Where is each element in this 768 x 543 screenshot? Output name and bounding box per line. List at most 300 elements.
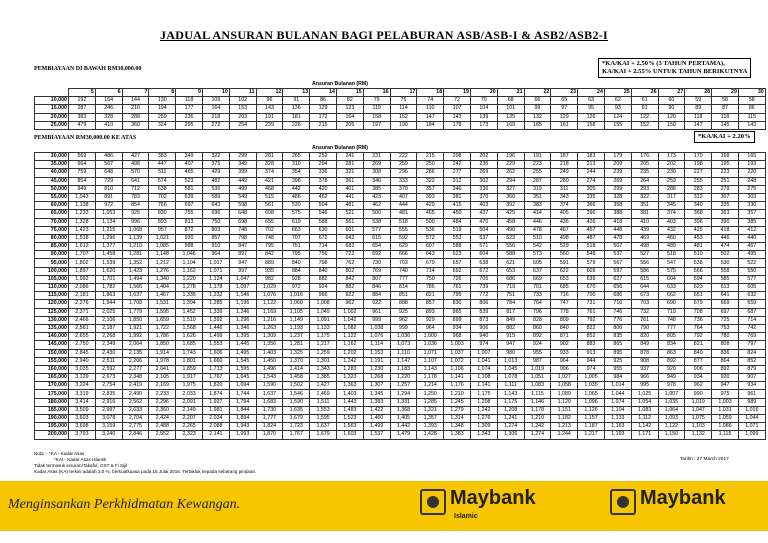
installment-cell: 796 (524, 308, 551, 316)
installment-cell: 1,404 (149, 284, 176, 292)
table-row (35, 415, 766, 423)
installment-cell: 934 (685, 374, 712, 382)
installment-cell: 447 (149, 161, 176, 169)
installment-cell: 761 (444, 284, 471, 292)
installment-cell: 792 (578, 316, 605, 324)
note-line-4: Kadar Asas (KA) terkini adalah 3.0 %, berkuatkuasa pada 15 Julai 2016. Tertakluk kepada sebarang pindaan. (34, 469, 257, 474)
financing-amount: 160,000 (35, 365, 69, 373)
installment-cell: 303 (738, 193, 765, 201)
installment-cell: 2,206 (122, 357, 149, 365)
installment-cell: 1,368 (390, 406, 417, 414)
installment-cell: 96 (256, 97, 283, 105)
installment-cell: 1,210 (444, 390, 471, 398)
installment-cell: 65 (551, 97, 578, 105)
installment-cell: 168 (712, 153, 739, 161)
installment-cell: 169 (497, 121, 524, 129)
installment-cell: 487 (578, 234, 605, 242)
installment-cell: 703 (631, 300, 658, 308)
installment-cell: 550 (738, 267, 765, 275)
installment-cell: 61 (631, 97, 658, 105)
installment-cell: 1,553 (310, 406, 337, 414)
installment-cell: 307 (712, 193, 739, 201)
installment-cell: 748 (229, 226, 256, 234)
installment-cell: 1,083 (524, 382, 551, 390)
installment-cell: 884 (283, 267, 310, 275)
installment-cell: 370 (470, 193, 497, 201)
installment-cell: 1,283 (336, 365, 363, 373)
installment-cell: 1,992 (122, 333, 149, 341)
installment-cell: 479 (69, 121, 96, 129)
installment-cell: 642 (336, 234, 363, 242)
installment-cell: 575 (283, 210, 310, 218)
installment-cell: 351 (631, 202, 658, 210)
table-row (35, 185, 766, 193)
financing-amount: 145,000 (35, 341, 69, 349)
installment-cell: 585 (712, 275, 739, 283)
installment-cell: 1,178 (417, 374, 444, 382)
installment-cell: 895 (604, 349, 631, 357)
installment-cell: 1,220 (390, 374, 417, 382)
installment-cell: 1,191 (363, 357, 390, 365)
installment-cell: 725 (712, 316, 739, 324)
installment-cell: 1,510 (176, 316, 203, 324)
installment-cell: 1,563 (336, 423, 363, 431)
installment-cell: 555 (390, 226, 417, 234)
installment-cell: 1,568 (176, 324, 203, 332)
installment-cell: 622 (551, 267, 578, 275)
installment-cell: 530 (712, 259, 739, 267)
installment-cell: 1,494 (122, 275, 149, 283)
installment-cell: 805 (658, 333, 685, 341)
installment-cell: 208 (444, 153, 471, 161)
installment-cell: 949 (69, 185, 96, 193)
installment-cell: 360 (122, 121, 149, 129)
installment-cell: 518 (390, 218, 417, 226)
installment-cell: 2,835 (95, 390, 122, 398)
installment-cell: 630 (310, 226, 337, 234)
installment-cell: 1,428 (417, 431, 444, 439)
installment-cell: 968 (444, 333, 471, 341)
installment-cell: 143 (256, 105, 283, 113)
installment-cell: 651 (685, 292, 712, 300)
installment-cell: 1,016 (283, 292, 310, 300)
installment-cell: 897 (229, 251, 256, 259)
installment-cell: 795 (256, 243, 283, 251)
installment-cell: 657 (444, 259, 471, 267)
installment-cell: 91 (283, 97, 310, 105)
installment-cell: 130 (149, 97, 176, 105)
installment-cell: 429 (417, 202, 444, 210)
table-row (35, 259, 766, 267)
year-header: 22 (524, 89, 551, 97)
installment-cell: 2,265 (176, 423, 203, 431)
installment-cell: 104 (470, 105, 497, 113)
installment-cell: 118 (176, 97, 203, 105)
installment-cell: 1,162 (336, 341, 363, 349)
installment-cell: 2,561 (69, 324, 96, 332)
year-header: 13 (283, 89, 310, 97)
installment-cell: 144 (122, 97, 149, 105)
installment-cell: 574 (149, 177, 176, 185)
installment-cell: 751 (283, 243, 310, 251)
installment-cell: 708 (685, 308, 712, 316)
installment-cell: 1,149 (283, 316, 310, 324)
installment-cell: 964 (417, 324, 444, 332)
installment-cell: 1,178 (524, 406, 551, 414)
financing-amount: 105,000 (35, 275, 69, 283)
installment-cell: 604 (470, 251, 497, 259)
installment-cell: 1,442 (390, 423, 417, 431)
installment-cell: 1,897 (69, 267, 96, 275)
installment-cell: 246 (95, 105, 122, 113)
installment-cell: 1,244 (551, 431, 578, 439)
installment-cell: 147 (685, 121, 712, 129)
installment-cell: 143 (738, 121, 765, 129)
installment-cell: 679 (417, 259, 444, 267)
installment-cell: 537 (470, 234, 497, 242)
installment-cell: 1,943 (229, 423, 256, 431)
installment-cell: 1,208 (497, 406, 524, 414)
installment-cell: 588 (497, 251, 524, 259)
installment-cell: 601 (336, 226, 363, 234)
installment-cell: 215 (310, 121, 337, 129)
installment-cell: 542 (524, 243, 551, 251)
installment-cell: 1,099 (738, 431, 765, 439)
installment-cell: 3,129 (69, 374, 96, 382)
installment-cell: 882 (310, 275, 337, 283)
installment-cell: 1,036 (390, 333, 417, 341)
installment-cell: 1,294 (390, 390, 417, 398)
installment-cell: 2,490 (122, 390, 149, 398)
installment-cell: 521 (336, 210, 363, 218)
installment-cell: 1,115 (712, 431, 739, 439)
installment-cell: 682 (336, 243, 363, 251)
installment-cell: 863 (658, 349, 685, 357)
installment-cell: 928 (283, 275, 310, 283)
installment-cell: 1,543 (256, 374, 283, 382)
installment-cell: 468 (256, 185, 283, 193)
installment-cell: 730 (363, 259, 390, 267)
installment-cell: 712 (122, 185, 149, 193)
installment-cell: 155 (604, 121, 631, 129)
installment-cell: 110 (417, 105, 444, 113)
installment-cell: 136 (283, 105, 310, 113)
table-row (35, 365, 766, 373)
installment-cell: 230 (658, 169, 685, 177)
installment-cell: 1,014 (604, 382, 631, 390)
installment-cell: 324 (149, 121, 176, 129)
installment-cell: 449 (229, 177, 256, 185)
installment-cell: 879 (738, 365, 765, 373)
installment-cell: 1,722 (149, 324, 176, 332)
installment-cell: 810 (95, 185, 122, 193)
installment-cell: 97 (551, 105, 578, 113)
installment-cell: 988 (176, 243, 203, 251)
installment-cell: 1,546 (283, 390, 310, 398)
installment-cell: 899 (444, 316, 471, 324)
installment-cell: 129 (310, 105, 337, 113)
installment-cell: 3,509 (69, 406, 96, 414)
installment-cell: 807 (363, 275, 390, 283)
installment-cell: 957 (149, 226, 176, 234)
installment-cell: 390 (712, 218, 739, 226)
installment-cell: 2,940 (69, 357, 96, 365)
installment-cell: 1,679 (310, 431, 337, 439)
installment-cell: 114 (390, 105, 417, 113)
installment-cell: 1,042 (336, 316, 363, 324)
installment-cell: 1,356 (256, 341, 283, 349)
installment-cell: 653 (551, 275, 578, 283)
installment-cell: 840 (283, 259, 310, 267)
installment-cell: 1,157 (578, 415, 605, 423)
installment-cell: 1,921 (122, 324, 149, 332)
installment-cell: 251 (712, 177, 739, 185)
installment-cell: 955 (524, 349, 551, 357)
installment-cell: 1,175 (470, 390, 497, 398)
installment-cell: 1,590 (283, 398, 310, 406)
installment-cell: 902 (551, 341, 578, 349)
installment-cell: 1,133 (310, 324, 337, 332)
installment-cell: 1,469 (310, 390, 337, 398)
installment-cell: 205 (336, 121, 363, 129)
installment-cell: 135 (497, 113, 524, 121)
table-row (35, 210, 766, 218)
installment-cell: 1,126 (578, 406, 605, 414)
installment-cell: 672 (470, 267, 497, 275)
installment-cell: 1,285 (417, 398, 444, 406)
installment-cell: 966 (631, 374, 658, 382)
installment-cell: 920 (712, 374, 739, 382)
installment-cell: 697 (176, 202, 203, 210)
installment-cell: 3,224 (69, 382, 96, 390)
installment-cell: 396 (578, 210, 605, 218)
installment-cell: 1,914 (149, 349, 176, 357)
table-row (35, 169, 766, 177)
installment-cell: 1,002 (336, 308, 363, 316)
installment-cell: 975 (712, 390, 739, 398)
installment-cell: 366 (578, 202, 605, 210)
table-row (35, 324, 766, 332)
installment-cell: 467 (551, 226, 578, 234)
installment-cell: 1,590 (256, 382, 283, 390)
installment-cell: 302 (470, 177, 497, 185)
installment-cell: 1,210 (122, 243, 149, 251)
installment-cell: 802 (336, 267, 363, 275)
installment-cell: 872 (176, 226, 203, 234)
installment-cell: 1,612 (69, 243, 96, 251)
installment-cell: 1,992 (69, 275, 96, 283)
installment-cell: 2,430 (95, 349, 122, 357)
installment-cell: 407 (390, 193, 417, 201)
installment-cell: 703 (390, 259, 417, 267)
installment-cell: 1,301 (310, 357, 337, 365)
installment-cell: 1,071 (738, 423, 765, 431)
installment-cell: 1,414 (283, 365, 310, 373)
installment-cell: 663 (283, 226, 310, 234)
installment-cell: 1,346 (229, 324, 256, 332)
installment-cell: 223 (712, 169, 739, 177)
installment-cell: 891 (95, 193, 122, 201)
installment-cell: 2,091 (176, 398, 203, 406)
installment-cell: 1,043 (69, 193, 96, 201)
installment-cell: 429 (202, 169, 229, 177)
installment-cell: 383 (524, 202, 551, 210)
installment-cell: 286 (417, 169, 444, 177)
financing-amount: 195,000 (35, 423, 69, 431)
year-header: 16 (363, 89, 390, 97)
installment-cell: 594 (685, 275, 712, 283)
financing-amount: 100,000 (35, 267, 69, 275)
year-header: 14 (310, 89, 337, 97)
installment-cell: 172 (310, 113, 337, 121)
installment-cell: 2,845 (69, 349, 96, 357)
installment-cell: 1,242 (336, 357, 363, 365)
installment-cell: 465 (417, 210, 444, 218)
installment-cell: 3,159 (95, 423, 122, 431)
installment-cell: 2,916 (95, 398, 122, 406)
installment-cell: 1,393 (417, 423, 444, 431)
installment-cell: 249 (551, 169, 578, 177)
installment-cell: 370 (390, 185, 417, 193)
installment-cell: 666 (390, 251, 417, 259)
installment-cell: 198 (685, 161, 712, 169)
installment-cell: 795 (444, 292, 471, 300)
installment-cell: 294 (497, 177, 524, 185)
note-line-2: *KAI - Kadar Asas Islamik (54, 457, 107, 462)
installment-cell: 482 (202, 177, 229, 185)
installment-cell: 961 (738, 390, 765, 398)
installment-cell: 255 (524, 169, 551, 177)
installment-cell: 484 (444, 218, 471, 226)
installment-cell: 560 (551, 251, 578, 259)
installment-cell: 972 (95, 202, 122, 210)
installment-cell: 195 (712, 161, 739, 169)
installment-cell: 742 (738, 324, 765, 332)
installment-cell: 558 (712, 267, 739, 275)
installment-cell: 1,091 (310, 316, 337, 324)
installment-cell: 638 (149, 185, 176, 193)
installment-cell: 857 (417, 300, 444, 308)
installment-cell: 446 (524, 218, 551, 226)
installment-cell: 1,071 (202, 267, 229, 275)
installment-cell: 996 (551, 365, 578, 373)
installment-cell: 187 (551, 153, 578, 161)
installment-cell: 421 (256, 177, 283, 185)
installment-cell: 1,981 (202, 406, 229, 414)
installment-cell: 70 (470, 97, 497, 105)
installment-cell: 915 (497, 333, 524, 341)
year-header: 28 (685, 89, 712, 97)
installment-cell: 567 (95, 161, 122, 169)
installment-cell: 354 (283, 169, 310, 177)
installment-cell: 1,120 (551, 398, 578, 406)
installment-cell: 504 (470, 226, 497, 234)
installment-cell: 1,296 (229, 316, 256, 324)
installment-cell: 1,637 (122, 292, 149, 300)
installment-cell: 847 (229, 243, 256, 251)
installment-cell: 572 (417, 234, 444, 242)
installment-cell: 930 (176, 234, 203, 242)
installment-cell: 604 (658, 275, 685, 283)
installment-cell: 439 (631, 226, 658, 234)
installment-cell: 194 (149, 105, 176, 113)
installment-cell: 1,142 (631, 423, 658, 431)
installment-cell: 966 (310, 292, 337, 300)
installment-cell: 1,276 (470, 415, 497, 423)
table-row (35, 121, 766, 129)
installment-cell: 327 (497, 185, 524, 193)
installment-cell: 1,802 (69, 259, 96, 267)
installment-cell: 1,074 (604, 398, 631, 406)
installment-cell: 849 (685, 349, 712, 357)
installment-cell: 1,007 (658, 390, 685, 398)
installment-cell: 410 (95, 121, 122, 129)
installment-cell: 621 (497, 259, 524, 267)
installment-cell: 1,383 (444, 431, 471, 439)
installment-cell: 648 (95, 169, 122, 177)
section2-rate-box: *KA/KAI + 2.20% (694, 131, 755, 143)
installment-cell: 1,343 (310, 365, 337, 373)
installment-cell: 1,037 (444, 349, 471, 357)
installment-cell: 495 (738, 251, 765, 259)
installment-cell: 515 (256, 193, 283, 201)
installment-cell: 786 (417, 284, 444, 292)
installment-cell: 1,502 (283, 382, 310, 390)
installment-cell: 478 (604, 234, 631, 242)
installment-cell: 1,060 (283, 300, 310, 308)
installment-cell: 598 (229, 202, 256, 210)
installment-cell: 1,635 (283, 406, 310, 414)
installment-cell: 1,139 (122, 234, 149, 242)
installment-cell: 907 (738, 374, 765, 382)
installment-cell: 659 (738, 300, 765, 308)
table-row (35, 226, 766, 234)
installment-cell: 1,241 (497, 415, 524, 423)
installment-cell: 982 (256, 275, 283, 283)
installment-cell: 235 (470, 161, 497, 169)
installment-cell: 86 (738, 105, 765, 113)
installment-cell: 1,340 (149, 275, 176, 283)
installment-cell: 962 (390, 316, 417, 324)
installment-cell: 623 (685, 284, 712, 292)
installment-cell: 226 (283, 121, 310, 129)
installment-cell: 978 (658, 382, 685, 390)
installment-cell: 481 (390, 210, 417, 218)
installment-cell: 401 (336, 185, 363, 193)
notes (34, 451, 256, 475)
financing-amount: 185,000 (35, 406, 69, 414)
installment-cell: 179 (604, 153, 631, 161)
installment-cell: 1,193 (604, 431, 631, 439)
installment-cell: 374 (658, 210, 685, 218)
installment-cell: 1,065 (578, 390, 605, 398)
installment-cell: 86 (310, 97, 337, 105)
installment-cell: 444 (390, 202, 417, 210)
financing-amount: 90,000 (35, 251, 69, 259)
installment-cell: 1,035 (658, 398, 685, 406)
installment-cell: 1,395 (229, 333, 256, 341)
installment-cell: 748 (256, 234, 283, 242)
installment-cell: 1,339 (202, 308, 229, 316)
installment-cell: 1,694 (229, 382, 256, 390)
table-row (35, 316, 766, 324)
table-row (35, 390, 766, 398)
installment-cell: 567 (604, 259, 631, 267)
installment-cell: 619 (283, 218, 310, 226)
installment-cell: 448 (604, 226, 631, 234)
table-row (35, 234, 766, 242)
installment-cell: 884 (363, 292, 390, 300)
